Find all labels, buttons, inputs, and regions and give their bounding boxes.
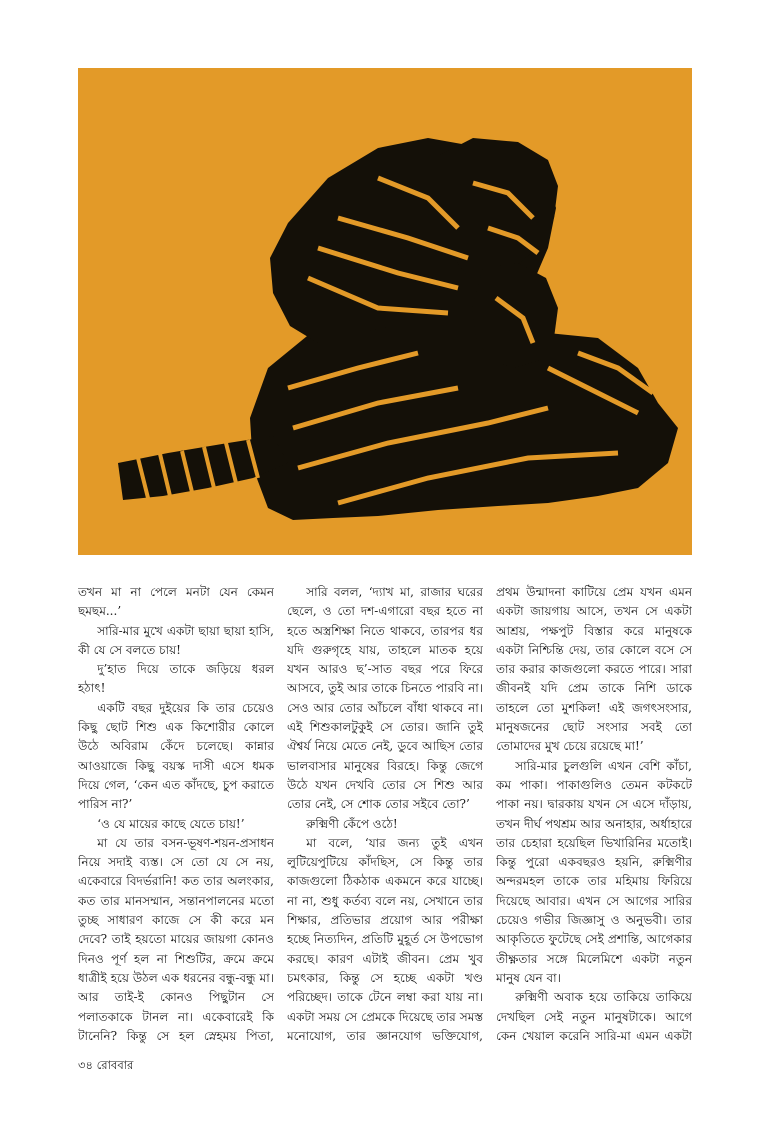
text-column-2 [287, 583, 483, 1045]
paper-cutout-illustration [78, 68, 692, 555]
artwork-mother-child [78, 68, 692, 555]
paragraph: রুক্মিণী কেঁপে ওঠে! [306, 816, 398, 831]
paragraph: প্রথম উন্মাদনা কাটিয়ে প্রেম যখন এমন একটা জায়গায় আসে, তখন সে একটা আশ্রয়, পক্ষপুট বিস্তার করে মানুষকে একটা নিশ্চিন্তি দেয়, তার কোলে বসে সে তার করার কাজগুলো করতে পারে। সারা জীবনই যদি প্রেম তাকে নিশি ডাকে তাহলে তো মুশকিল! এই জগৎসংসার, মানুষজনের ছোট সংসার সবই তো তোমাদের মুখ চেয়ে রয়েছে মা!’ [496, 585, 692, 754]
page-folio: ৩৪ রোববার [78, 1058, 134, 1072]
paragraph: ‘ও যে মায়ের কাছে যেতে চায়!’ [97, 816, 245, 831]
paragraph: সারি-মার চুলগুলি এখন বেশি কাঁচা, কম পাকা। পাকাগুলিও তেমন কটকটে পাকা নয়। দ্বারকায় যখন সে এসে দাঁড়ায়, তখন দীর্ঘ পথশ্রম আর অনাহার, অর্ধাহারে তার চেহারা হয়েছিল ভিখারিনির মতোই। কিন্তু পুরো একবছরও হয়নি, রুক্মিণীর অন্দরমহল তাকে তার মহিমায় ফিরিয়ে দিয়েছে আবার। এখন সে আগের সারির চেয়েও গভীর জিজ্ঞাসু ও অনুভবী। তার আকৃতিতে ফুটেছে সেই প্রশান্তি, আগেকার তীক্ষ্ণতার সঙ্গে মিলেমিশে একটা নতুন মানুষ যেন বা। [496, 758, 692, 985]
paragraph: সারি বলল, ‘দ্যাখ মা, রাজার ঘরের ছেলে, ও তো দশ-এগারো বছর হতে না হতে অস্ত্রশিক্ষা নিতে থাকবে, তারপর ধর যদি গুরুগৃহে যায়, তাহলে মাতক হয়ে যখন আরও ছ’-সাত বছর পরে ফিরে আসবে, তুই আর তাকে চিনতে পারবি না। সেও আর তোর আঁচলে বাঁধা থাকবে না। এই শিশুকালটুকুই সে তোর। জানি তুই ঐশ্বর্য নিয়ে মেতে নেই, ডুবে আছিস তোর ভালবাসার মানুষের বিরহে। কিন্তু জেগে উঠে যখন দেখবি তোর সে শিশু আর তোর নেই, সে শোক তোর সইবে তো?’ [287, 585, 483, 812]
paragraph: রুক্মিণী অবাক হয়ে তাকিয়ে তাকিয়ে দেখছিল সেই নতুন মানুষটাকে। আগে কেন খেয়াল করেনি সারি-মা এমন একটা [496, 990, 692, 1043]
paragraph: মা বলে, ‘যার জন্য তুই এখন লুটিয়েপুটিয়ে কাঁদছিস, সে কিন্তু তার কাজগুলো ঠিকঠাক একমনে করে যাচ্ছে। না না, শুধু কর্তব্য বলে নয়, সেখানে তার শিক্ষার, প্রতিভার প্রয়োগ আর পরীক্ষা হচ্ছে নিত্যদিন, প্রতিটি মুহূর্ত সে উপভোগ করছে। কারণ এটাই জীবন। প্রেম খুব চমৎকার, কিন্তু সে হচ্ছে একটা খণ্ড পরিচ্ছেদ। তাকে টেনে লম্বা করা যায় না। একটা সময় সে প্রেমকে দিয়েছে তার সমস্ত মনোযোগ, তার জ্ঞানযোগ ভক্তিযোগ, [287, 835, 483, 1043]
text-column-1 [78, 583, 274, 1045]
paragraph: সারি-মার মুখে একটা ছায়া ছায়া হাসি, কী যে সে বলতে চায়! [78, 623, 274, 657]
paragraph: মা যে তার বসন-ভূষণ-শয়ন-প্রসাধন নিয়ে সদাই ব্যস্ত। সে তো যে সে নয়, একেবারে বিদর্ভরানি! কত তার অলংকার, কত তার মানসম্মান, সন্তানপালনের মতো তুচ্ছ সাধারণ কাজে সে কী করে মন দেবে? তাই হয়তো মায়ের জায়গা কোনও দিনও পূর্ণ হল না শিশুটির, ক্রমে ক্রমে ধাত্রীই হয়ে উঠল এক ধরনের বন্ধু-বন্ধু মা। আর তাই-ই কোনও পিছুটান সে পলাতকাকে টানল না। একেবারেই কি টানেনি? কিন্তু সে হল স্নেহময় পিতা, [78, 835, 274, 1043]
article-body [78, 583, 692, 1045]
text-column-3 [496, 583, 692, 1045]
paragraph: একটি বছর দুইয়ের কি তার চেয়েও কিছু ছোট শিশু এক কিশোরীর কোলে উঠে অবিরাম কেঁদে চলেছে। কান্নার আওয়াজে কিছু বয়স্ক দাসী এসে ধমক দিয়ে গেল, ‘কেন এত কাঁদছে, চুপ করাতে পারিস না?’ [78, 700, 274, 812]
paragraph: তখন মা না পেলে মনটা যেন কেমন ছমছম...’ [78, 585, 274, 619]
paragraph: দু’হাত দিয়ে তাকে জড়িয়ে ধরল হঠাৎ! [78, 662, 274, 696]
